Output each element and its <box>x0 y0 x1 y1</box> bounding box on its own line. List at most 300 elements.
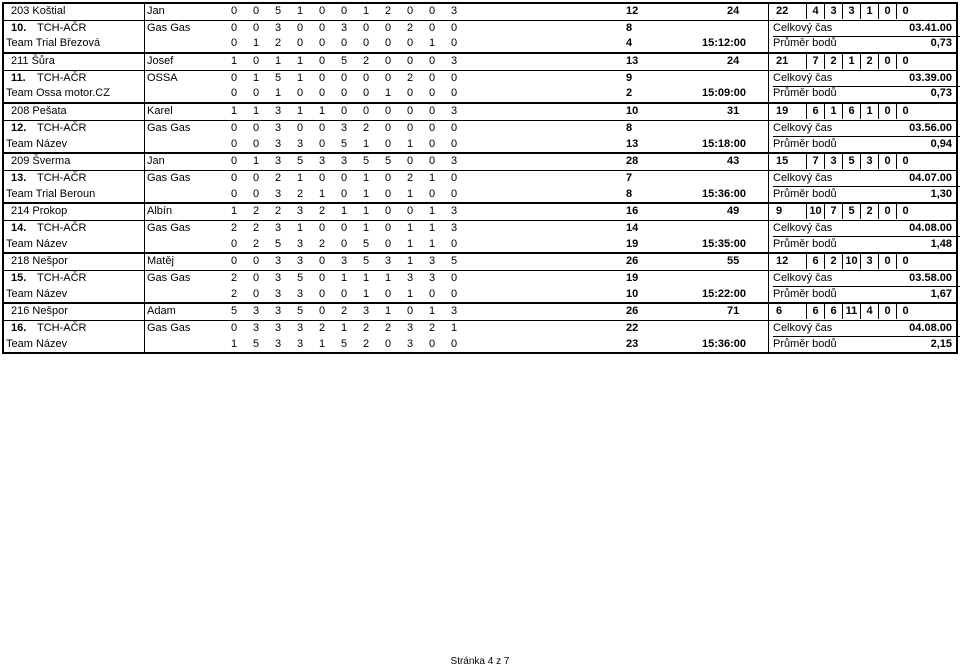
score-counts <box>770 204 914 219</box>
section-score: 2 <box>406 71 414 84</box>
column-divider <box>768 254 769 270</box>
section-score: 3 <box>340 21 348 34</box>
section-score: 3 <box>428 255 436 268</box>
section-score: 0 <box>230 237 238 250</box>
section-score: 0 <box>362 21 370 34</box>
section-score: 1 <box>406 221 414 234</box>
score-count: 1 <box>860 104 878 119</box>
section-score: 0 <box>252 137 260 150</box>
section-score: 5 <box>296 155 304 168</box>
team-name: Team Název <box>6 337 68 350</box>
section-score: 2 <box>362 55 370 68</box>
section-score: 0 <box>252 121 260 134</box>
score-counts <box>770 154 914 169</box>
section-score: 0 <box>252 287 260 300</box>
column-divider <box>768 36 769 52</box>
section-score: 0 <box>406 87 414 100</box>
rank-row <box>4 171 956 187</box>
result-block <box>2 152 958 202</box>
score-count: 2 <box>860 204 878 219</box>
section-score: 0 <box>384 121 392 134</box>
result-block <box>2 2 958 52</box>
time: 15:22:00 <box>702 287 747 300</box>
column-divider <box>768 71 769 87</box>
rank-team: TCH-AČR <box>37 71 87 84</box>
team-name: Team Trial Březová <box>6 37 101 50</box>
section-score: 3 <box>406 272 414 284</box>
column-divider <box>144 221 145 237</box>
column-divider <box>144 71 145 87</box>
score-counts <box>770 304 914 319</box>
section-score: 0 <box>384 287 392 300</box>
column-divider <box>768 86 769 102</box>
column-divider <box>144 36 145 52</box>
section-score: 0 <box>384 71 392 84</box>
result-block <box>2 102 958 152</box>
section-score: 0 <box>252 171 260 184</box>
score-count: 1 <box>842 54 860 69</box>
column-divider <box>768 104 769 120</box>
club: Gas Gas <box>147 171 191 184</box>
section-score: 2 <box>274 205 282 218</box>
section-score: 0 <box>318 37 326 50</box>
section-score: 0 <box>340 87 348 100</box>
column-divider <box>768 154 769 170</box>
section-score: 3 <box>274 137 282 150</box>
summary-value: 2,15 <box>930 337 952 350</box>
section-score: 1 <box>406 255 414 268</box>
score-count: 6 <box>776 305 783 318</box>
section-score: 3 <box>296 205 304 218</box>
section-score: 0 <box>318 171 326 184</box>
section-score: 1 <box>428 237 436 250</box>
section-score: 3 <box>340 121 348 134</box>
section-score: 0 <box>384 205 392 218</box>
section-score: 0 <box>252 187 260 200</box>
section-score: 1 <box>428 221 436 234</box>
sum: 8 <box>626 21 633 34</box>
team-row <box>4 287 956 303</box>
score-count: 19 <box>776 105 789 118</box>
section-score: 3 <box>274 105 282 118</box>
section-score: 3 <box>340 255 348 268</box>
section-score: 1 <box>252 105 260 118</box>
rank: 14. <box>11 221 27 234</box>
score-count: 5 <box>842 154 860 169</box>
score-count: 10 <box>842 254 860 269</box>
section-score: 5 <box>340 137 348 150</box>
section-score: 0 <box>450 87 458 100</box>
section-score: 1 <box>230 337 238 350</box>
section-score: 3 <box>340 155 348 168</box>
section-score: 2 <box>406 21 414 34</box>
sum: 19 <box>626 272 639 284</box>
section-score: 1 <box>362 137 370 150</box>
section-score: 3 <box>296 287 304 300</box>
section-score: 0 <box>230 71 238 84</box>
section-score: 0 <box>296 21 304 34</box>
summary-label: Celkový čas <box>773 21 960 37</box>
section-score: 0 <box>230 5 238 17</box>
section-score: 2 <box>362 121 370 134</box>
sum: 9 <box>626 71 633 84</box>
section-score: 2 <box>252 237 260 250</box>
section-score: 2 <box>230 221 238 234</box>
section-score: 3 <box>450 55 458 68</box>
time: 15:09:00 <box>702 87 747 100</box>
section-score: 0 <box>384 237 392 250</box>
section-score: 0 <box>450 71 458 84</box>
rank: 13. <box>11 171 27 184</box>
rank-row <box>4 21 956 37</box>
column-divider <box>768 221 769 237</box>
section-score: 1 <box>296 5 304 17</box>
section-score: 5 <box>252 337 260 350</box>
section-score: 1 <box>428 171 436 184</box>
score-count: 1 <box>860 4 878 19</box>
summary-label: Celkový čas <box>773 121 960 137</box>
section-score: 0 <box>230 322 238 335</box>
section-score: 2 <box>318 322 326 335</box>
sum: 26 <box>626 255 639 268</box>
section-score: 1 <box>296 71 304 84</box>
team-row <box>4 36 956 52</box>
score-count: 0 <box>878 254 896 269</box>
score-count: 7 <box>824 204 842 219</box>
column-divider <box>144 154 145 170</box>
section-score: 0 <box>428 105 436 118</box>
section-score: 0 <box>340 105 348 118</box>
section-score: 0 <box>318 305 326 318</box>
column-divider <box>144 287 145 303</box>
section-score: 0 <box>252 5 260 17</box>
section-score: 0 <box>318 221 326 234</box>
rank-team: TCH-AČR <box>37 322 87 335</box>
rider-first-name: Adam <box>147 305 176 318</box>
column-divider <box>144 321 145 337</box>
summary-value: 04.08.00 <box>909 322 952 335</box>
column-divider <box>768 21 769 37</box>
rider-first-name: Karel <box>147 105 173 118</box>
rank-row <box>4 321 956 337</box>
score-count: 0 <box>878 204 896 219</box>
summary-label: Průměr bodů <box>773 337 837 350</box>
score-count: 0 <box>896 154 914 169</box>
section-score: 0 <box>296 87 304 100</box>
section-score: 1 <box>252 37 260 50</box>
section-score: 1 <box>362 272 370 284</box>
rank-team: TCH-AČR <box>37 121 87 134</box>
section-score: 0 <box>318 287 326 300</box>
section-score: 5 <box>274 5 282 17</box>
section-score: 0 <box>384 21 392 34</box>
section-score: 0 <box>384 337 392 350</box>
rider-first-name: Jan <box>147 5 165 17</box>
section-score: 0 <box>318 55 326 68</box>
column-divider <box>144 171 145 187</box>
section-score: 3 <box>252 322 260 335</box>
section-score: 5 <box>296 305 304 318</box>
section-score: 1 <box>362 287 370 300</box>
summary-value: 0,73 <box>930 87 952 100</box>
section-score: 3 <box>274 155 282 168</box>
rider-name: 211 Šůra <box>11 55 55 68</box>
section-score: 0 <box>450 37 458 50</box>
score-count: 4 <box>806 4 824 19</box>
section-score: 5 <box>274 237 282 250</box>
rider-name: 218 Nešpor <box>11 255 68 268</box>
team-name: Team Název <box>6 237 68 250</box>
section-score: 3 <box>450 155 458 168</box>
result-block <box>2 302 958 354</box>
section-score: 0 <box>450 237 458 250</box>
section-score: 1 <box>318 105 326 118</box>
section-score: 0 <box>318 5 326 17</box>
section-score: 1 <box>296 105 304 118</box>
score-counts <box>770 104 914 119</box>
team-name: Team Trial Beroun <box>6 187 96 200</box>
club: Gas Gas <box>147 121 191 134</box>
sum: 23 <box>626 337 639 350</box>
column-divider <box>144 86 145 102</box>
section-score: 2 <box>274 37 282 50</box>
rider-row <box>4 204 956 221</box>
section-score: 0 <box>384 137 392 150</box>
section-score: 3 <box>406 337 414 350</box>
summary-value: 03.58.00 <box>909 272 952 284</box>
section-score: 2 <box>230 272 238 284</box>
section-score: 3 <box>296 137 304 150</box>
summary-value: 1,30 <box>930 187 952 200</box>
summary-label: Průměr bodů <box>773 37 837 50</box>
rider-first-name: Albín <box>147 205 173 218</box>
score-count: 12 <box>776 255 789 268</box>
summary-value: 03.56.00 <box>909 121 952 134</box>
result-block <box>2 52 958 102</box>
rider-row <box>4 304 956 321</box>
score-count: 0 <box>896 104 914 119</box>
score-count: 3 <box>824 4 842 19</box>
team-row <box>4 337 956 353</box>
club: Gas Gas <box>147 221 191 234</box>
column-divider <box>144 137 145 153</box>
section-score: 0 <box>318 272 326 284</box>
section-score: 0 <box>450 187 458 200</box>
column-divider <box>768 304 769 320</box>
section-score: 0 <box>362 37 370 50</box>
score-count: 6 <box>824 304 842 319</box>
section-score: 5 <box>384 155 392 168</box>
section-score: 0 <box>450 272 458 284</box>
section-score: 0 <box>428 71 436 84</box>
column-divider <box>768 121 769 137</box>
points: 31 <box>727 105 740 118</box>
section-score: 1 <box>384 305 392 318</box>
section-score: 2 <box>274 171 282 184</box>
club: Gas Gas <box>147 21 191 34</box>
score-count: 0 <box>896 54 914 69</box>
column-divider <box>768 237 769 253</box>
score-count: 0 <box>896 254 914 269</box>
rank: 10. <box>11 21 27 34</box>
score-count: 4 <box>860 304 878 319</box>
section-score: 0 <box>428 187 436 200</box>
summary-value: 04.07.00 <box>909 171 952 184</box>
summary-label: Celkový čas <box>773 171 960 187</box>
column-divider <box>144 271 145 287</box>
section-score: 0 <box>230 155 238 168</box>
sum: 19 <box>626 237 639 250</box>
section-score: 5 <box>340 55 348 68</box>
points: 49 <box>727 205 740 218</box>
section-score: 0 <box>230 37 238 50</box>
section-score: 3 <box>274 337 282 350</box>
section-score: 0 <box>384 221 392 234</box>
section-score: 1 <box>406 237 414 250</box>
rider-name: 208 Pešata <box>11 105 67 118</box>
section-score: 0 <box>384 105 392 118</box>
section-score: 5 <box>450 255 458 268</box>
team-row <box>4 237 956 253</box>
section-score: 0 <box>340 171 348 184</box>
section-score: 2 <box>230 287 238 300</box>
section-score: 0 <box>362 71 370 84</box>
section-score: 0 <box>318 71 326 84</box>
section-score: 1 <box>406 187 414 200</box>
rank-row <box>4 271 956 287</box>
score-count: 0 <box>878 4 896 19</box>
score-count: 7 <box>806 154 824 169</box>
section-score: 1 <box>340 322 348 335</box>
section-score: 1 <box>384 272 392 284</box>
section-score: 3 <box>274 305 282 318</box>
section-score: 1 <box>340 205 348 218</box>
section-score: 0 <box>450 121 458 134</box>
column-divider <box>768 337 769 353</box>
section-score: 1 <box>230 55 238 68</box>
time: 15:12:00 <box>702 37 747 50</box>
section-score: 5 <box>362 255 370 268</box>
section-score: 1 <box>406 137 414 150</box>
section-score: 2 <box>384 322 392 335</box>
result-block <box>2 202 958 252</box>
score-count: 0 <box>896 4 914 19</box>
section-score: 0 <box>406 37 414 50</box>
score-count: 6 <box>842 104 860 119</box>
summary-label: Celkový čas <box>773 221 960 237</box>
section-score: 0 <box>296 37 304 50</box>
rank-row <box>4 71 956 87</box>
section-score: 3 <box>296 337 304 350</box>
points: 24 <box>727 5 740 17</box>
section-score: 0 <box>230 137 238 150</box>
section-score: 1 <box>362 221 370 234</box>
result-block <box>2 252 958 302</box>
score-count: 0 <box>878 304 896 319</box>
column-divider <box>768 321 769 337</box>
rank-team: TCH-AČR <box>37 171 87 184</box>
section-score: 0 <box>230 255 238 268</box>
section-score: 3 <box>274 21 282 34</box>
section-score: 0 <box>450 171 458 184</box>
section-score: 5 <box>296 272 304 284</box>
summary-label: Průměr bodů <box>773 87 837 100</box>
column-divider <box>144 204 145 220</box>
section-score: 0 <box>340 187 348 200</box>
rider-first-name: Josef <box>147 55 174 68</box>
points: 24 <box>727 55 740 68</box>
section-score: 2 <box>296 187 304 200</box>
rank-row <box>4 121 956 137</box>
team-name: Team Ossa motor.CZ <box>6 87 110 100</box>
sum: 16 <box>626 205 639 218</box>
section-score: 0 <box>406 5 414 17</box>
column-divider <box>768 287 769 303</box>
section-score: 1 <box>318 337 326 350</box>
section-score: 0 <box>428 287 436 300</box>
score-count: 0 <box>896 204 914 219</box>
score-count: 2 <box>824 54 842 69</box>
section-score: 0 <box>340 5 348 17</box>
score-count: 1 <box>824 104 842 119</box>
section-score: 1 <box>406 287 414 300</box>
score-count: 6 <box>806 254 824 269</box>
section-score: 1 <box>362 205 370 218</box>
column-divider <box>144 4 145 20</box>
section-score: 0 <box>450 287 458 300</box>
score-count: 5 <box>842 204 860 219</box>
rider-first-name: Jan <box>147 155 165 168</box>
section-score: 1 <box>296 55 304 68</box>
section-score: 0 <box>406 105 414 118</box>
section-score: 3 <box>296 237 304 250</box>
column-divider <box>768 54 769 70</box>
sum: 22 <box>626 322 639 335</box>
section-score: 2 <box>318 205 326 218</box>
score-count: 3 <box>842 4 860 19</box>
time: 15:18:00 <box>702 137 747 150</box>
summary-value: 04.08.00 <box>909 221 952 234</box>
score-count: 6 <box>806 304 824 319</box>
section-score: 0 <box>428 137 436 150</box>
section-score: 0 <box>384 37 392 50</box>
rank: 15. <box>11 272 27 284</box>
section-score: 5 <box>274 71 282 84</box>
section-score: 3 <box>274 322 282 335</box>
score-counts <box>770 54 914 69</box>
section-score: 0 <box>318 87 326 100</box>
score-count: 3 <box>860 254 878 269</box>
score-count: 0 <box>878 104 896 119</box>
section-score: 0 <box>406 55 414 68</box>
section-score: 1 <box>274 55 282 68</box>
rank: 12. <box>11 121 27 134</box>
club: Gas Gas <box>147 322 191 335</box>
score-count: 11 <box>842 304 860 319</box>
section-score: 0 <box>362 105 370 118</box>
sum: 8 <box>626 121 633 134</box>
section-score: 3 <box>274 287 282 300</box>
column-divider <box>144 337 145 353</box>
score-count: 0 <box>878 54 896 69</box>
section-score: 1 <box>340 272 348 284</box>
score-count: 7 <box>806 54 824 69</box>
column-divider <box>144 304 145 320</box>
section-score: 2 <box>252 221 260 234</box>
section-score: 0 <box>230 21 238 34</box>
rider-first-name: Matěj <box>147 255 174 268</box>
section-score: 5 <box>362 237 370 250</box>
